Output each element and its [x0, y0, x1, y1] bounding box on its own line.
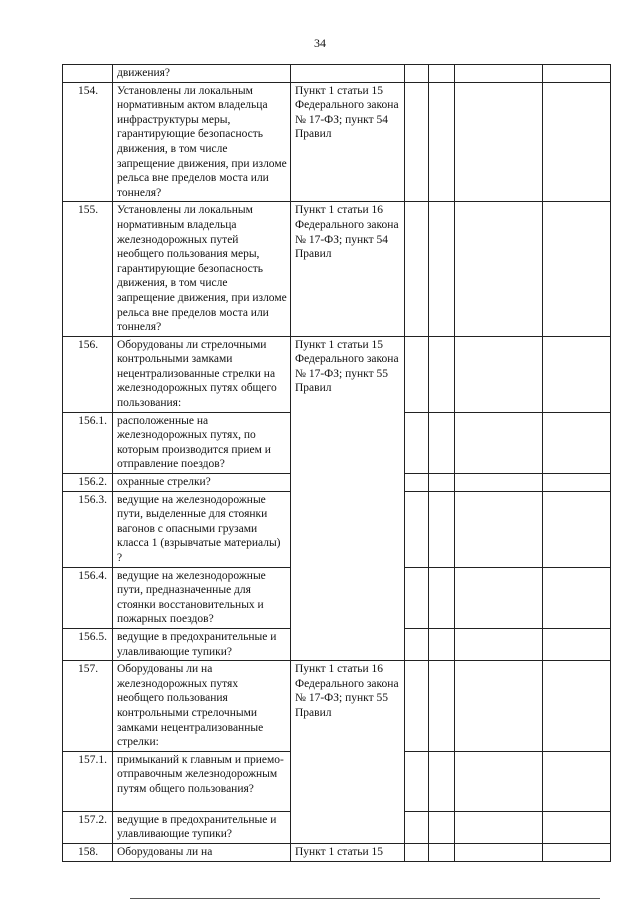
row-number: 157.1.	[63, 751, 113, 811]
answer-yes-cell[interactable]	[405, 82, 429, 202]
legal-basis	[291, 628, 405, 660]
answer-na-cell[interactable]	[455, 336, 543, 412]
answer-na-cell[interactable]	[455, 661, 543, 752]
table-row	[63, 628, 611, 660]
checklist-table	[62, 64, 611, 862]
answer-no-cell[interactable]	[429, 202, 455, 336]
notes-cell[interactable]	[543, 82, 611, 202]
answer-yes-cell[interactable]	[405, 491, 429, 567]
table-row	[63, 474, 611, 492]
answer-yes-cell[interactable]	[405, 843, 429, 861]
answer-yes-cell[interactable]	[405, 628, 429, 660]
answer-no-cell[interactable]	[429, 751, 455, 811]
answer-na-cell[interactable]	[455, 474, 543, 492]
answer-na-cell[interactable]	[455, 82, 543, 202]
answer-no-cell[interactable]	[429, 843, 455, 861]
answer-na-cell[interactable]	[455, 751, 543, 811]
row-number: 156.4.	[63, 567, 113, 628]
legal-basis	[291, 811, 405, 843]
notes-cell[interactable]	[543, 567, 611, 628]
notes-cell[interactable]	[543, 491, 611, 567]
row-number: 156.3.	[63, 491, 113, 567]
legal-basis: Пункт 1 статьи 16 Федерального закона № 17-ФЗ; пункт 55 Правил	[291, 661, 405, 752]
answer-na-cell[interactable]	[455, 843, 543, 861]
table-row	[63, 491, 611, 567]
table-row	[63, 202, 611, 336]
question-text: охранные стрелки?	[113, 474, 291, 492]
table-row	[63, 567, 611, 628]
answer-no-cell[interactable]	[429, 661, 455, 752]
notes-cell[interactable]	[543, 65, 611, 83]
answer-yes-cell[interactable]	[405, 202, 429, 336]
answer-yes-cell[interactable]	[405, 65, 429, 83]
notes-cell[interactable]	[543, 811, 611, 843]
table-row	[63, 661, 611, 752]
legal-basis	[291, 412, 405, 473]
question-text: Оборудованы ли на железнодорожных путях необщего пользования контрольными стрелочными замками нецентрализованные стрелки:	[113, 661, 291, 752]
row-number: 156.2.	[63, 474, 113, 492]
row-number: 156.1.	[63, 412, 113, 473]
legal-basis	[291, 567, 405, 628]
table-row	[63, 82, 611, 202]
answer-yes-cell[interactable]	[405, 751, 429, 811]
question-text: Установлены ли локальным нормативным владельца железнодорожных путей необщего пользования меры, гарантирующие безопасность движения, в том числе запрещение движения, при изломе рельса вне пределов моста или тоннеля?	[113, 202, 291, 336]
answer-no-cell[interactable]	[429, 567, 455, 628]
page-number: 34	[314, 36, 326, 50]
question-text: Установлены ли локальным нормативным актом владельца инфраструктуры меры, гарантирующие безопасность движения, в том числе запрещение движения, при изломе рельса вне пределов моста или тоннеля?	[113, 82, 291, 202]
row-number	[63, 65, 113, 83]
question-text: движения?	[113, 65, 291, 83]
notes-cell[interactable]	[543, 336, 611, 412]
table-row	[63, 751, 611, 811]
answer-yes-cell[interactable]	[405, 567, 429, 628]
answer-yes-cell[interactable]	[405, 412, 429, 473]
question-text: Оборудованы ли стрелочными контрольными замками нецентрализованные стрелки на железнодорожных путях общего пользования:	[113, 336, 291, 412]
notes-cell[interactable]	[543, 751, 611, 811]
table-row	[63, 843, 611, 861]
answer-na-cell[interactable]	[455, 628, 543, 660]
answer-no-cell[interactable]	[429, 65, 455, 83]
answer-no-cell[interactable]	[429, 491, 455, 567]
answer-yes-cell[interactable]	[405, 336, 429, 412]
question-text: расположенные на железнодорожных путях, по которым производится прием и отправление поездов?	[113, 412, 291, 473]
table-row	[63, 336, 611, 412]
answer-na-cell[interactable]	[455, 65, 543, 83]
answer-na-cell[interactable]	[455, 567, 543, 628]
notes-cell[interactable]	[543, 202, 611, 336]
question-text: ведущие на железнодорожные пути, предназначенные для стоянки восстановительных и пожарных поездов?	[113, 567, 291, 628]
answer-na-cell[interactable]	[455, 491, 543, 567]
notes-cell[interactable]	[543, 412, 611, 473]
legal-basis	[291, 65, 405, 83]
notes-cell[interactable]	[543, 474, 611, 492]
legal-basis	[291, 474, 405, 492]
answer-na-cell[interactable]	[455, 202, 543, 336]
row-number: 157.	[63, 661, 113, 752]
answer-yes-cell[interactable]	[405, 811, 429, 843]
answer-no-cell[interactable]	[429, 628, 455, 660]
notes-cell[interactable]	[543, 628, 611, 660]
legal-basis	[291, 751, 405, 811]
row-number: 157.2.	[63, 811, 113, 843]
legal-basis	[291, 491, 405, 567]
row-number: 154.	[63, 82, 113, 202]
legal-basis: Пункт 1 статьи 15	[291, 843, 405, 861]
table-row	[63, 65, 611, 83]
answer-yes-cell[interactable]	[405, 474, 429, 492]
answer-no-cell[interactable]	[429, 811, 455, 843]
scan-edge-line	[130, 898, 600, 899]
table-row	[63, 412, 611, 473]
answer-yes-cell[interactable]	[405, 661, 429, 752]
answer-no-cell[interactable]	[429, 412, 455, 473]
question-text: примыканий к главным и приемо-отправочным железнодорожным путям общего пользования?	[113, 751, 291, 811]
row-number: 156.	[63, 336, 113, 412]
notes-cell[interactable]	[543, 843, 611, 861]
answer-no-cell[interactable]	[429, 474, 455, 492]
legal-basis: Пункт 1 статьи 16 Федерального закона № 17-ФЗ; пункт 54 Правил	[291, 202, 405, 336]
answer-no-cell[interactable]	[429, 82, 455, 202]
legal-basis: Пункт 1 статьи 15 Федерального закона № 17-ФЗ; пункт 55 Правил	[291, 336, 405, 412]
legal-basis: Пункт 1 статьи 15 Федерального закона № 17-ФЗ; пункт 54 Правил	[291, 82, 405, 202]
notes-cell[interactable]	[543, 661, 611, 752]
row-number: 156.5.	[63, 628, 113, 660]
question-text: ведущие в предохранительные и улавливающие тупики?	[113, 628, 291, 660]
answer-no-cell[interactable]	[429, 336, 455, 412]
question-text: ведущие на железнодорожные пути, выделенные для стоянки вагонов с опасными грузами класса 1 (взрывчатые материалы) ?	[113, 491, 291, 567]
row-number: 155.	[63, 202, 113, 336]
question-text: ведущие в предохранительные и улавливающие тупики?	[113, 811, 291, 843]
question-text: Оборудованы ли на	[113, 843, 291, 861]
row-number: 158.	[63, 843, 113, 861]
answer-na-cell[interactable]	[455, 811, 543, 843]
answer-na-cell[interactable]	[455, 412, 543, 473]
table-row	[63, 811, 611, 843]
